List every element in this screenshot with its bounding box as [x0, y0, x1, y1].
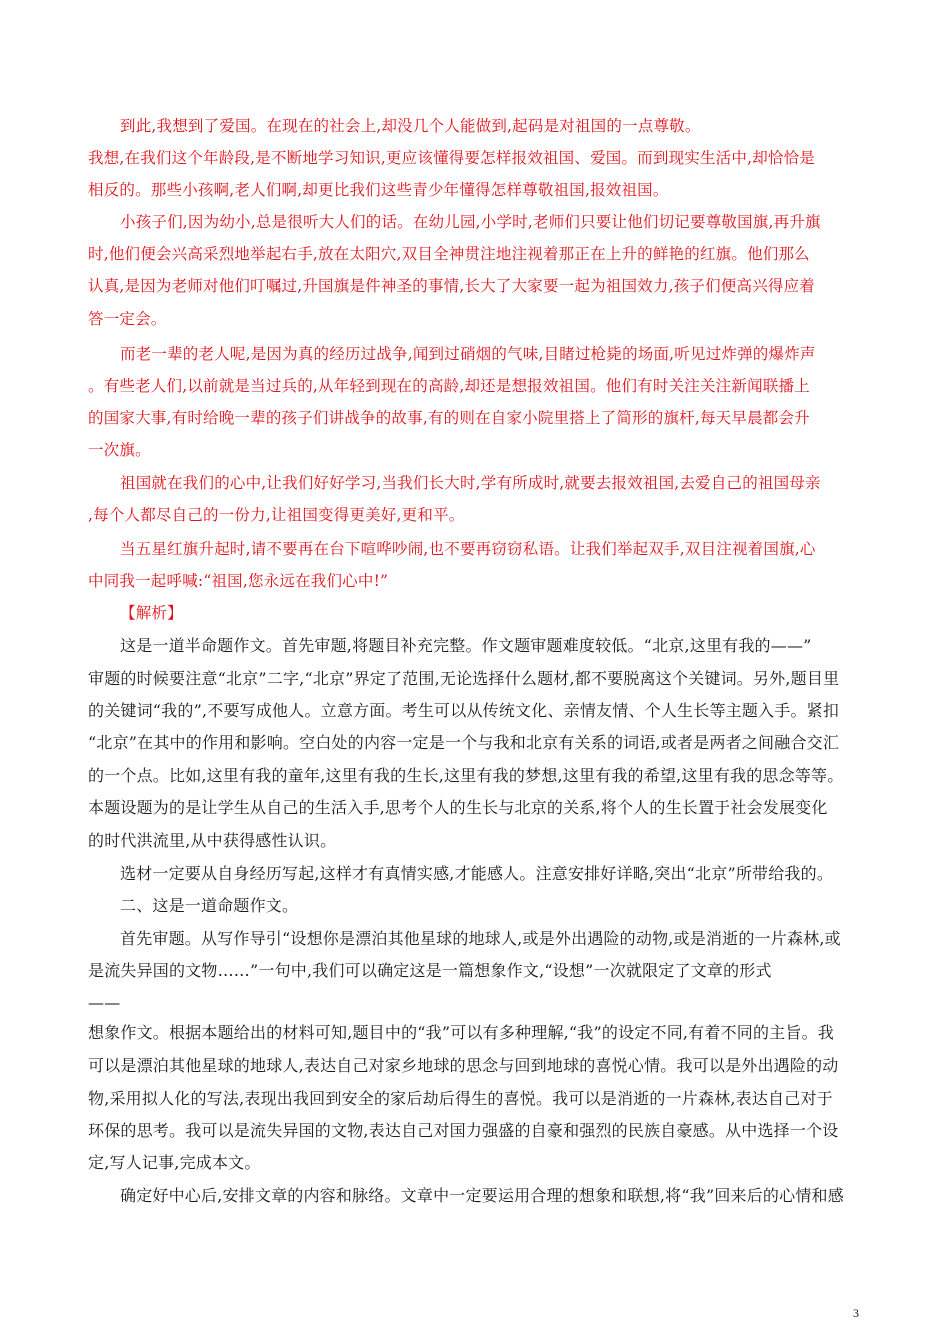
essay-line: 祖国就在我们的心中,让我们好好学习,当我们长大时,学有所成时,就要去报效祖国,去爱自己的祖国母亲: [120, 474, 821, 492]
essay-line: 中同我一起呼喊:“祖国,您永远在我们心中!”: [88, 572, 389, 590]
analysis-line: 确定好中心后,安排文章的内容和脉络。文章中一定要运用合理的想象和联想,将“我”回来后的心情和感: [120, 1186, 844, 1205]
analysis-line: 想象作文。根据本题给出的材料可知,题目中的“我”可以有多种理解,“我”的设定不同,有着不同的主旨。我: [88, 1023, 834, 1042]
analysis-line: 环保的思考。我可以是流失异国的文物,表达自己对国力强盛的自豪和强烈的民族自豪感。从中选择一个设: [88, 1121, 839, 1140]
analysis-line: 的一个点。比如,这里有我的童年,这里有我的生长,这里有我的梦想,这里有我的希望,这里有我的思念等等。: [88, 766, 844, 785]
analysis-line: 这是一道半命题作文。首先审题,将题目补充完整。作文题审题难度较低。“北京,这里有我的——”: [120, 636, 812, 655]
essay-line: 相反的。那些小孩啊,老人们啊,却更比我们这些青少年懂得怎样尊敬祖国,报效祖国。: [88, 181, 669, 199]
analysis-line: 审题的时候要注意“北京”二字,“北京”界定了范围,无论选择什么题材,都不要脱离这个关键词。另外,题目里: [88, 669, 840, 688]
analysis-line: 的时代洪流里,从中获得感性认识。: [88, 831, 337, 850]
analysis-line: 选材一定要从自身经历写起,这样才有真情实感,才能感人。注意安排好详略,突出“北京”所带给我的。: [120, 864, 834, 883]
essay-line: 我想,在我们这个年龄段,是不断地学习知识,更应该懂得要怎样报效祖国、爱国。而到现实生活中,却恰恰是: [88, 149, 816, 167]
analysis-line: 物,采用拟人化的写法,表现出我回到安全的家后劫后得生的喜悦。我可以是消逝的一片森林,表达自己对于: [88, 1089, 833, 1108]
analysis-line: 二、这是一道命题作文。: [120, 896, 299, 915]
analysis-line: ——: [88, 993, 121, 1012]
page-number: 3: [853, 1306, 859, 1320]
essay-line: 小孩子们,因为幼小,总是很听大人们的话。在幼儿园,小学时,老师们只要让他们切记要尊敬国旗,再升旗: [120, 213, 821, 231]
analysis-line: “北京”在其中的作用和影响。空白处的内容一定是一个与我和北京有关系的词语,或者是两者之间融合交汇: [88, 733, 840, 752]
essay-line: ,每个人都尽自己的一份力,让祖国变得更美好,更和平。: [88, 506, 465, 524]
analysis-line: 首先审题。从写作导引“设想你是漂泊其他星球的地球人,或是外出遇险的动物,或是消逝的一片森林,或: [120, 929, 841, 948]
essay-line: 的国家大事,有时给晚一辈的孩子们讲战争的故事,有的则在自家小院里搭上了简形的旗杆,每天早晨都会升: [88, 409, 810, 427]
analysis-heading: 【解析】: [120, 604, 183, 622]
analysis-line: 定,写人记事,完成本文。: [88, 1153, 261, 1172]
essay-line: 而老一辈的老人呢,是因为真的经历过战争,闻到过硝烟的气味,目睹过枪毙的场面,听见过炸弹的爆炸声: [120, 345, 816, 363]
analysis-line: 本题设题为的是让学生从自己的生活入手,思考个人的生长与北京的关系,将个人的生长置于社会发展变化: [88, 798, 828, 817]
essay-line: 到此,我想到了爱国。在现在的社会上,却没几个人能做到,起码是对祖国的一点尊敬。: [120, 117, 701, 135]
essay-line: 。有些老人们,以前就是当过兵的,从年轻到现在的高龄,却还是想报效祖国。他们有时关注关注新闻联播上: [88, 377, 810, 395]
analysis-line: 的关键词“我的”,不要写成他人。立意方面。考生可以从传统文化、亲情友情、个人生长等主题入手。紧扣: [88, 701, 840, 720]
essay-line: 答一定会。: [88, 310, 167, 328]
analysis-line: 是流失异国的文物……”一句中,我们可以确定这是一篇想象作文,“设想”一次就限定了文章的形式: [88, 961, 772, 980]
essay-line: 时,他们便会兴高采烈地举起右手,放在太阳穴,双目全神贯注地注视着那正在上升的鲜艳的红旗。他们那么: [88, 245, 810, 263]
analysis-line: 可以是漂泊其他星球的地球人,表达自己对家乡地球的思念与回到地球的喜悦心情。我可以是外出遇险的动: [88, 1056, 839, 1075]
essay-line: 认真,是因为老师对他们叮嘱过,升国旗是件神圣的事情,长大了大家要一起为祖国效力,孩子们便高兴得应着: [88, 277, 816, 295]
essay-line: 当五星红旗升起时,请不要再在台下喧哗吵闹,也不要再窃窃私语。让我们举起双手,双目注视着国旗,心: [120, 540, 816, 558]
essay-line: 一次旗。: [88, 441, 151, 459]
